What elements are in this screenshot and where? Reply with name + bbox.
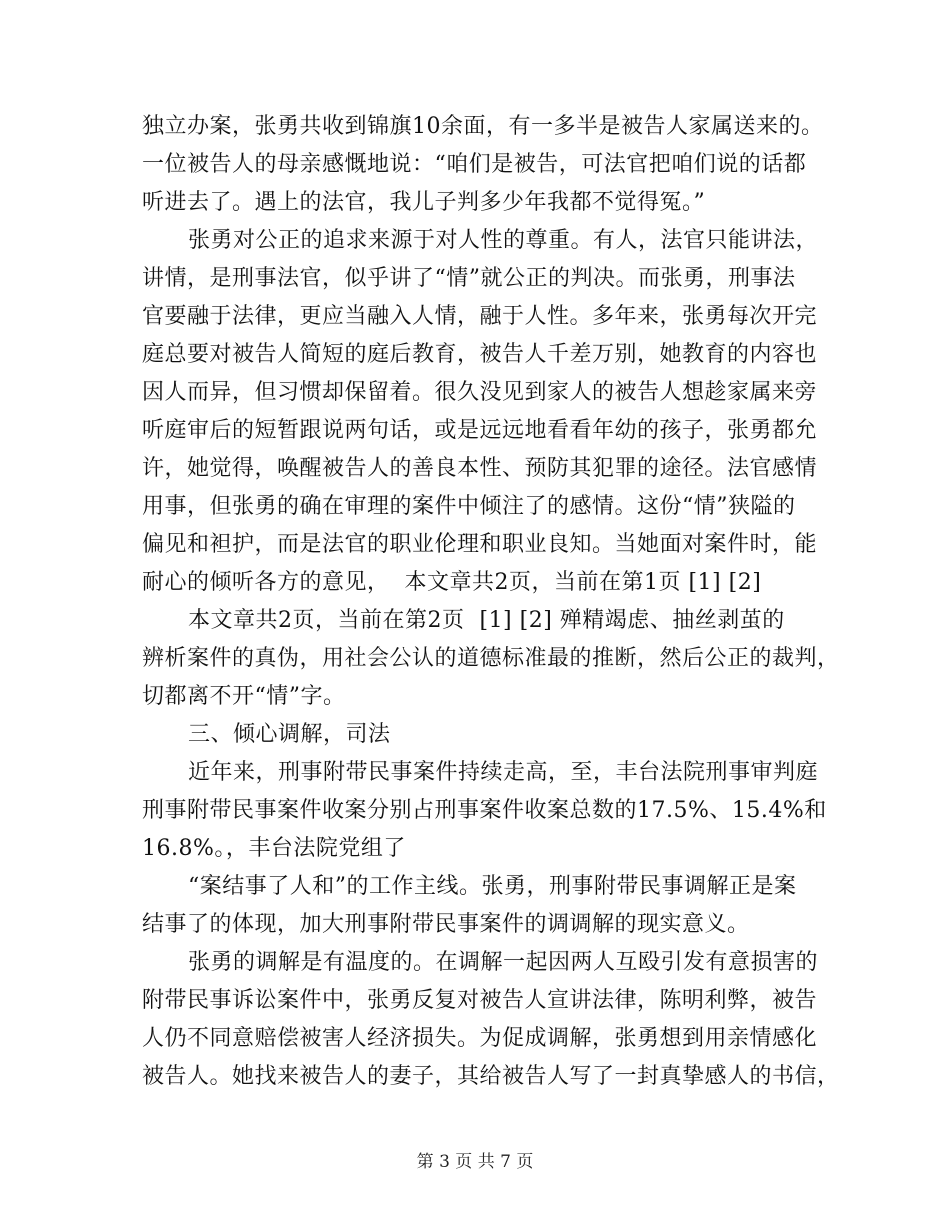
text-line: 辨析案件的真伪，用社会公认的道德标准最的推断，然后公正的裁判， <box>142 646 840 671</box>
text-line: 耐心的倾听各方的意见， 本文章共2页，当前在第1页 [1] [2] <box>142 570 762 595</box>
text-line: 被告人。她找来被告人的妻子，其给被告人写了一封真挚感人的书信， <box>142 1064 840 1089</box>
paragraph-start-line: 近年来，刑事附带民事案件持续走高，至，丰台法院刑事审判庭 <box>188 760 819 785</box>
text-line: 讲情，是刑事法官，似乎讲了“情”就公正的判决。而张勇，刑事法 <box>142 266 796 291</box>
text-line: 人仍不同意赔偿被害人经济损失。为促成调解，张勇想到用亲情感化 <box>142 1026 818 1051</box>
paragraph-start-line: 本文章共2页，当前在第2页 [1] [2] 殚精竭虑、抽丝剥茧的 <box>188 608 785 633</box>
body-text <box>142 108 840 1096</box>
text-line: 结事了的体现，加大刑事附带民事案件的调调解的现实意义。 <box>142 912 750 937</box>
text-line: 偏见和袒护，而是法官的职业伦理和职业良知。当她面对案件时，能 <box>142 532 818 557</box>
text-line: 庭总要对被告人简短的庭后教育，被告人千差万别，她教育的内容也 <box>142 342 818 367</box>
text-line: 刑事附带民事案件收案分别占刑事案件收案总数的17.5%、15.4%和 <box>142 798 827 823</box>
paragraph-start-line: 张勇的调解是有温度的。在调解一起因两人互殴引发有意损害的 <box>188 950 819 975</box>
text-line: 独立办案，张勇共收到锦旗10余面，有一多半是被告人家属送来的。 <box>142 114 824 139</box>
text-line: 因人而异，但习惯却保留着。很久没见到家人的被告人想趁家属来旁 <box>142 380 818 405</box>
paragraph-start-line: “案结事了人和”的工作主线。张勇，刑事附带民事调解正是案 <box>188 874 797 899</box>
section-heading: 三、倾心调解，司法 <box>188 722 391 747</box>
paragraph-start-line: 张勇对公正的追求来源于对人性的尊重。有人，法官只能讲法， <box>188 228 819 253</box>
text-line: 用事，但张勇的确在审理的案件中倾注了的感情。这份“情”狭隘的 <box>142 494 796 519</box>
text-line: 听进去了。遇上的法官，我儿子判多少年我都不觉得冤。” <box>142 190 706 215</box>
text-line: 附带民事诉讼案件中，张勇反复对被告人宣讲法律，陈明利弊，被告 <box>142 988 818 1013</box>
text-line: 16.8%。，丰台法院党组了 <box>142 836 406 861</box>
text-line: 一位被告人的母亲感慨地说：“咱们是被告，可法官把咱们说的话都 <box>142 152 807 177</box>
text-line: 官要融于法律，更应当融入人情，融于人性。多年来，张勇每次开完 <box>142 304 818 329</box>
text-line: 听庭审后的短暂跟说两句话，或是远远地看看年幼的孩子，张勇都允 <box>142 418 818 443</box>
text-line: 许，她觉得，唤醒被告人的善良本性、预防其犯罪的途径。法官感情 <box>142 456 818 481</box>
text-line: 切都离不开“情”字。 <box>142 684 346 709</box>
page-number-footer: 第 3 页 共 7 页 <box>416 1152 534 1172</box>
